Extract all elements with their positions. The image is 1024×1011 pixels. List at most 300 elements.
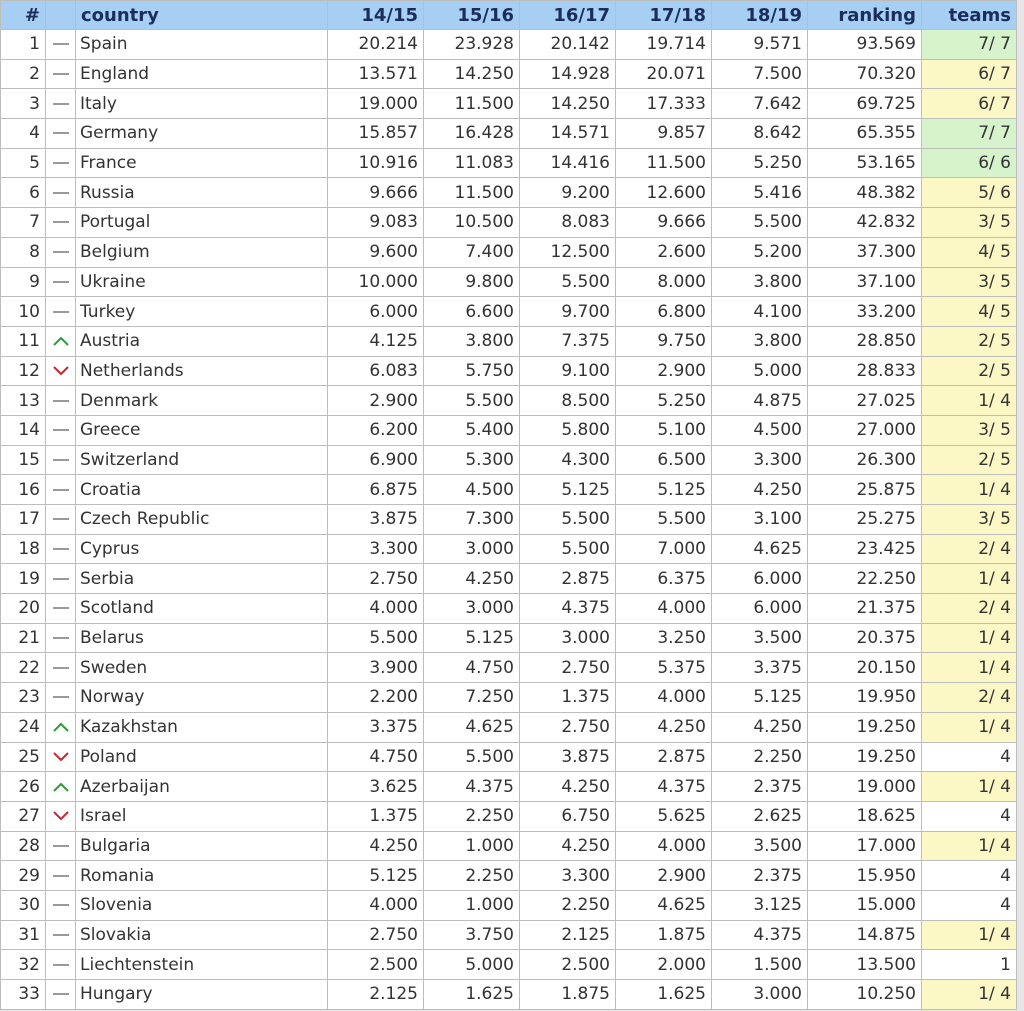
rank-cell: 16 [1, 475, 46, 505]
y5-cell: 4.875 [712, 386, 808, 416]
header-row [1, 1, 1017, 30]
country-cell: Austria [76, 326, 328, 356]
teams-cell: 6/ 7 [922, 59, 1017, 89]
y5-cell: 5.416 [712, 178, 808, 208]
country-cell: Bulgaria [76, 831, 328, 861]
trend-same-icon [53, 251, 69, 253]
trend-same-icon [53, 904, 69, 906]
trend-same-icon [53, 73, 69, 75]
header-17-18[interactable]: 17/18 [616, 1, 712, 30]
trend-cell [46, 475, 76, 505]
header-16-17[interactable]: 16/17 [520, 1, 616, 30]
y5-cell: 2.625 [712, 801, 808, 831]
y3-cell: 6.750 [520, 801, 616, 831]
teams-cell: 1/ 4 [922, 475, 1017, 505]
y2-cell: 11.500 [424, 178, 520, 208]
y4-cell: 1.875 [616, 920, 712, 950]
ranking-cell: 21.375 [808, 594, 922, 624]
ranking-cell: 37.100 [808, 267, 922, 297]
y5-cell: 4.375 [712, 920, 808, 950]
y3-cell: 3.000 [520, 623, 616, 653]
y3-cell: 14.571 [520, 119, 616, 149]
trend-same-icon [53, 964, 69, 966]
y2-cell: 4.375 [424, 772, 520, 802]
teams-cell: 4 [922, 742, 1017, 772]
trend-cell [46, 534, 76, 564]
header-ranking[interactable]: ranking [808, 1, 922, 30]
rank-cell: 9 [1, 267, 46, 297]
country-cell: Netherlands [76, 356, 328, 386]
y5-cell: 4.625 [712, 534, 808, 564]
y4-cell: 6.375 [616, 564, 712, 594]
table-row [1, 712, 1017, 742]
trend-cell [46, 564, 76, 594]
y1-cell: 5.125 [328, 861, 424, 891]
y1-cell: 1.375 [328, 801, 424, 831]
y1-cell: 4.250 [328, 831, 424, 861]
y2-cell: 1.625 [424, 980, 520, 1010]
country-cell: Portugal [76, 208, 328, 238]
trend-same-icon [53, 221, 69, 223]
y3-cell: 7.375 [520, 326, 616, 356]
trend-same-icon [53, 43, 69, 45]
rank-cell: 22 [1, 653, 46, 683]
teams-cell: 1/ 4 [922, 831, 1017, 861]
trend-same-icon [53, 459, 69, 461]
y4-cell: 2.900 [616, 356, 712, 386]
teams-cell: 4 [922, 861, 1017, 891]
teams-cell: 6/ 6 [922, 148, 1017, 178]
teams-cell: 2/ 4 [922, 683, 1017, 713]
y3-cell: 14.250 [520, 89, 616, 119]
y5-cell: 4.250 [712, 712, 808, 742]
y4-cell: 2.000 [616, 950, 712, 980]
trend-cell [46, 801, 76, 831]
y4-cell: 20.071 [616, 59, 712, 89]
y1-cell: 6.083 [328, 356, 424, 386]
table-row [1, 831, 1017, 861]
y5-cell: 7.500 [712, 59, 808, 89]
trend-same-icon [53, 281, 69, 283]
y5-cell: 2.375 [712, 861, 808, 891]
y2-cell: 5.125 [424, 623, 520, 653]
table-row [1, 594, 1017, 624]
y5-cell: 3.000 [712, 980, 808, 1010]
country-cell: Romania [76, 861, 328, 891]
table-row [1, 445, 1017, 475]
rank-cell: 7 [1, 208, 46, 238]
y5-cell: 1.500 [712, 950, 808, 980]
y1-cell: 3.900 [328, 653, 424, 683]
y4-cell: 2.875 [616, 742, 712, 772]
y4-cell: 6.800 [616, 297, 712, 327]
teams-cell: 3/ 5 [922, 415, 1017, 445]
header-teams[interactable]: teams [922, 1, 1017, 30]
trend-same-icon [53, 934, 69, 936]
country-cell: Belgium [76, 237, 328, 267]
rank-cell: 18 [1, 534, 46, 564]
table-row [1, 59, 1017, 89]
rank-cell: 12 [1, 356, 46, 386]
y5-cell: 8.642 [712, 119, 808, 149]
rank-cell: 17 [1, 505, 46, 535]
header-15-16[interactable]: 15/16 [424, 1, 520, 30]
teams-cell: 4 [922, 801, 1017, 831]
country-cell: Denmark [76, 386, 328, 416]
rank-cell: 4 [1, 119, 46, 149]
ranking-cell: 17.000 [808, 831, 922, 861]
y2-cell: 5.500 [424, 386, 520, 416]
teams-cell: 2/ 5 [922, 356, 1017, 386]
y4-cell: 1.625 [616, 980, 712, 1010]
teams-cell: 1/ 4 [922, 920, 1017, 950]
y3-cell: 5.500 [520, 534, 616, 564]
rank-cell: 6 [1, 178, 46, 208]
trend-cell [46, 742, 76, 772]
y3-cell: 14.928 [520, 59, 616, 89]
y2-cell: 16.428 [424, 119, 520, 149]
trend-down-icon [52, 806, 70, 826]
trend-cell [46, 208, 76, 238]
y1-cell: 6.900 [328, 445, 424, 475]
y1-cell: 2.500 [328, 950, 424, 980]
trend-same-icon [53, 637, 69, 639]
y4-cell: 3.250 [616, 623, 712, 653]
teams-cell: 1 [922, 950, 1017, 980]
y5-cell: 2.375 [712, 772, 808, 802]
teams-cell: 2/ 4 [922, 534, 1017, 564]
trend-same-icon [53, 667, 69, 669]
y3-cell: 12.500 [520, 237, 616, 267]
table-row [1, 623, 1017, 653]
ranking-cell: 42.832 [808, 208, 922, 238]
y2-cell: 11.500 [424, 89, 520, 119]
ranking-cell: 27.025 [808, 386, 922, 416]
ranking-cell: 27.000 [808, 415, 922, 445]
table-body [1, 30, 1017, 1010]
rank-cell: 1 [1, 30, 46, 60]
y5-cell: 3.500 [712, 623, 808, 653]
ranking-cell: 20.150 [808, 653, 922, 683]
country-cell: Cyprus [76, 534, 328, 564]
trend-cell [46, 653, 76, 683]
y2-cell: 4.750 [424, 653, 520, 683]
y4-cell: 5.125 [616, 475, 712, 505]
teams-cell: 7/ 7 [922, 30, 1017, 60]
trend-same-icon [53, 518, 69, 520]
trend-same-icon [53, 103, 69, 105]
trend-same-icon [53, 578, 69, 580]
teams-cell: 2/ 5 [922, 445, 1017, 475]
y1-cell: 19.000 [328, 89, 424, 119]
ranking-cell: 15.950 [808, 861, 922, 891]
y3-cell: 2.250 [520, 890, 616, 920]
table-row [1, 980, 1017, 1010]
y4-cell: 5.100 [616, 415, 712, 445]
y5-cell: 4.100 [712, 297, 808, 327]
ranking-cell: 25.275 [808, 505, 922, 535]
header-rank[interactable]: # [1, 1, 46, 30]
trend-cell [46, 505, 76, 535]
y2-cell: 6.600 [424, 297, 520, 327]
rank-cell: 26 [1, 772, 46, 802]
y1-cell: 9.666 [328, 178, 424, 208]
country-cell: Ukraine [76, 267, 328, 297]
rank-cell: 31 [1, 920, 46, 950]
rank-cell: 15 [1, 445, 46, 475]
table-row [1, 801, 1017, 831]
y1-cell: 4.125 [328, 326, 424, 356]
y1-cell: 6.875 [328, 475, 424, 505]
teams-cell: 6/ 7 [922, 89, 1017, 119]
y5-cell: 9.571 [712, 30, 808, 60]
country-cell: Switzerland [76, 445, 328, 475]
country-cell: Kazakhstan [76, 712, 328, 742]
y1-cell: 5.500 [328, 623, 424, 653]
table-row [1, 950, 1017, 980]
y3-cell: 3.300 [520, 861, 616, 891]
y3-cell: 5.800 [520, 415, 616, 445]
table-row [1, 861, 1017, 891]
trend-cell [46, 59, 76, 89]
country-cell: Norway [76, 683, 328, 713]
teams-cell: 2/ 4 [922, 594, 1017, 624]
rank-cell: 30 [1, 890, 46, 920]
y2-cell: 7.300 [424, 505, 520, 535]
header-trend [46, 1, 76, 30]
trend-cell [46, 920, 76, 950]
country-cell: Serbia [76, 564, 328, 594]
trend-up-icon [52, 717, 70, 737]
ranking-cell: 19.950 [808, 683, 922, 713]
y5-cell: 5.500 [712, 208, 808, 238]
table-row [1, 30, 1017, 60]
ranking-cell: 18.625 [808, 801, 922, 831]
y5-cell: 5.250 [712, 148, 808, 178]
teams-cell: 1/ 4 [922, 772, 1017, 802]
y4-cell: 4.000 [616, 594, 712, 624]
y3-cell: 4.250 [520, 831, 616, 861]
country-cell: Scotland [76, 594, 328, 624]
trend-cell [46, 861, 76, 891]
y2-cell: 5.750 [424, 356, 520, 386]
y2-cell: 5.000 [424, 950, 520, 980]
y1-cell: 2.750 [328, 920, 424, 950]
y5-cell: 3.375 [712, 653, 808, 683]
y4-cell: 2.900 [616, 861, 712, 891]
y3-cell: 4.375 [520, 594, 616, 624]
ranking-cell: 23.425 [808, 534, 922, 564]
table-row [1, 742, 1017, 772]
y5-cell: 4.500 [712, 415, 808, 445]
y5-cell: 6.000 [712, 564, 808, 594]
y2-cell: 1.000 [424, 890, 520, 920]
y5-cell: 3.300 [712, 445, 808, 475]
y2-cell: 7.250 [424, 683, 520, 713]
trend-cell [46, 237, 76, 267]
y3-cell: 1.375 [520, 683, 616, 713]
y3-cell: 8.083 [520, 208, 616, 238]
ranking-cell: 19.250 [808, 742, 922, 772]
y3-cell: 5.500 [520, 505, 616, 535]
trend-down-icon [52, 747, 70, 767]
table-row [1, 890, 1017, 920]
teams-cell: 7/ 7 [922, 119, 1017, 149]
y5-cell: 5.000 [712, 356, 808, 386]
y3-cell: 14.416 [520, 148, 616, 178]
y1-cell: 15.857 [328, 119, 424, 149]
country-cell: Russia [76, 178, 328, 208]
trend-cell [46, 623, 76, 653]
y1-cell: 4.000 [328, 890, 424, 920]
y4-cell: 4.375 [616, 772, 712, 802]
y3-cell: 2.750 [520, 712, 616, 742]
y2-cell: 2.250 [424, 801, 520, 831]
y3-cell: 1.875 [520, 980, 616, 1010]
table-row [1, 772, 1017, 802]
teams-cell: 3/ 5 [922, 208, 1017, 238]
trend-cell [46, 326, 76, 356]
y1-cell: 2.125 [328, 980, 424, 1010]
y4-cell: 4.625 [616, 890, 712, 920]
header-country[interactable]: country [76, 1, 328, 30]
y3-cell: 4.300 [520, 445, 616, 475]
trend-same-icon [53, 429, 69, 431]
teams-cell: 4/ 5 [922, 237, 1017, 267]
y3-cell: 2.500 [520, 950, 616, 980]
ranking-cell: 14.875 [808, 920, 922, 950]
trend-same-icon [53, 400, 69, 402]
y4-cell: 8.000 [616, 267, 712, 297]
teams-cell: 3/ 5 [922, 267, 1017, 297]
y1-cell: 2.200 [328, 683, 424, 713]
rank-cell: 20 [1, 594, 46, 624]
y2-cell: 14.250 [424, 59, 520, 89]
trend-cell [46, 445, 76, 475]
y2-cell: 7.400 [424, 237, 520, 267]
y2-cell: 11.083 [424, 148, 520, 178]
y2-cell: 4.250 [424, 564, 520, 594]
y1-cell: 4.000 [328, 594, 424, 624]
rank-cell: 5 [1, 148, 46, 178]
trend-cell [46, 831, 76, 861]
header-18-19[interactable]: 18/19 [712, 1, 808, 30]
y3-cell: 2.750 [520, 653, 616, 683]
y1-cell: 3.875 [328, 505, 424, 535]
ranking-cell: 19.250 [808, 712, 922, 742]
y5-cell: 5.200 [712, 237, 808, 267]
teams-cell: 1/ 4 [922, 564, 1017, 594]
ranking-cell: 13.500 [808, 950, 922, 980]
ranking-cell: 20.375 [808, 623, 922, 653]
y2-cell: 3.800 [424, 326, 520, 356]
country-cell: Italy [76, 89, 328, 119]
y3-cell: 2.125 [520, 920, 616, 950]
trend-cell [46, 119, 76, 149]
trend-same-icon [53, 311, 69, 313]
table-row [1, 683, 1017, 713]
country-cell: Azerbaijan [76, 772, 328, 802]
y1-cell: 2.750 [328, 564, 424, 594]
y4-cell: 5.250 [616, 386, 712, 416]
y5-cell: 3.800 [712, 326, 808, 356]
y5-cell: 6.000 [712, 594, 808, 624]
y2-cell: 3.750 [424, 920, 520, 950]
country-cell: Germany [76, 119, 328, 149]
y2-cell: 5.300 [424, 445, 520, 475]
y1-cell: 9.083 [328, 208, 424, 238]
y4-cell: 6.500 [616, 445, 712, 475]
table-row [1, 178, 1017, 208]
trend-cell [46, 415, 76, 445]
rank-cell: 11 [1, 326, 46, 356]
y4-cell: 12.600 [616, 178, 712, 208]
country-cell: Croatia [76, 475, 328, 505]
y4-cell: 5.500 [616, 505, 712, 535]
rank-cell: 19 [1, 564, 46, 594]
rank-cell: 29 [1, 861, 46, 891]
y4-cell: 9.750 [616, 326, 712, 356]
y3-cell: 8.500 [520, 386, 616, 416]
rank-cell: 8 [1, 237, 46, 267]
y4-cell: 7.000 [616, 534, 712, 564]
y3-cell: 4.250 [520, 772, 616, 802]
y3-cell: 5.500 [520, 267, 616, 297]
y2-cell: 1.000 [424, 831, 520, 861]
table-row [1, 237, 1017, 267]
y1-cell: 6.200 [328, 415, 424, 445]
rank-cell: 14 [1, 415, 46, 445]
trend-same-icon [53, 607, 69, 609]
y2-cell: 3.000 [424, 594, 520, 624]
ranking-cell: 15.000 [808, 890, 922, 920]
rank-cell: 3 [1, 89, 46, 119]
ranking-cell: 33.200 [808, 297, 922, 327]
ranking-cell: 70.320 [808, 59, 922, 89]
trend-cell [46, 594, 76, 624]
trend-up-icon [52, 777, 70, 797]
table-row [1, 148, 1017, 178]
y2-cell: 3.000 [424, 534, 520, 564]
ranking-cell: 48.382 [808, 178, 922, 208]
y4-cell: 9.666 [616, 208, 712, 238]
ranking-cell: 37.300 [808, 237, 922, 267]
table-row [1, 356, 1017, 386]
ranking-cell: 53.165 [808, 148, 922, 178]
teams-cell: 2/ 5 [922, 326, 1017, 356]
y1-cell: 3.625 [328, 772, 424, 802]
y3-cell: 3.875 [520, 742, 616, 772]
y1-cell: 3.375 [328, 712, 424, 742]
rank-cell: 21 [1, 623, 46, 653]
country-cell: Poland [76, 742, 328, 772]
trend-cell [46, 950, 76, 980]
teams-cell: 3/ 5 [922, 505, 1017, 535]
country-cell: France [76, 148, 328, 178]
ranking-cell: 65.355 [808, 119, 922, 149]
country-cell: Turkey [76, 297, 328, 327]
country-cell: Hungary [76, 980, 328, 1010]
y2-cell: 9.800 [424, 267, 520, 297]
y2-cell: 23.928 [424, 30, 520, 60]
trend-cell [46, 148, 76, 178]
y3-cell: 2.875 [520, 564, 616, 594]
header-14-15[interactable]: 14/15 [328, 1, 424, 30]
y1-cell: 3.300 [328, 534, 424, 564]
table-row [1, 475, 1017, 505]
trend-cell [46, 772, 76, 802]
y4-cell: 4.250 [616, 712, 712, 742]
